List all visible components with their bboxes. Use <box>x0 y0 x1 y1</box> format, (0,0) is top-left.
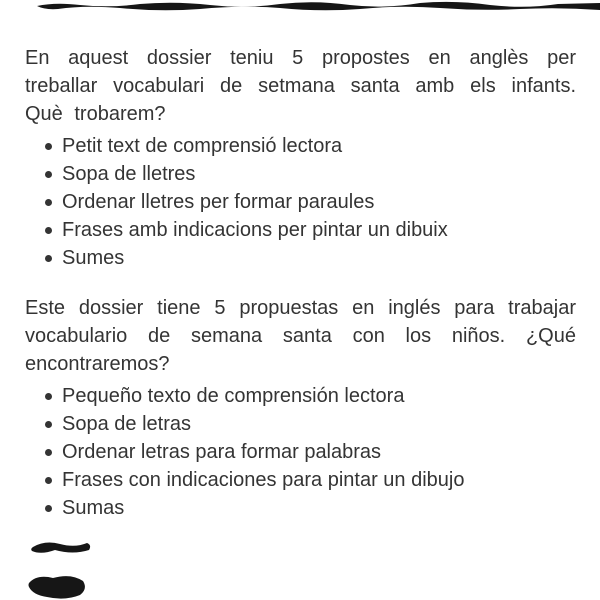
list-item: Sopa de lletres <box>25 160 576 188</box>
list-item: Sumes <box>25 244 576 272</box>
list-item: Petit text de comprensió lectora <box>25 132 576 160</box>
scan-artifact-bottom-icon <box>25 538 95 600</box>
list-item: Pequeño texto de comprensión lectora <box>25 382 576 410</box>
list-item: Sopa de letras <box>25 410 576 438</box>
bullet-list-spanish <box>25 382 576 522</box>
list-item: Sumas <box>25 494 576 522</box>
bullet-list-catalan <box>25 132 576 272</box>
intro-paragraph-spanish: Este dossier tiene 5 propuestas en inglés para trabajar vocabulario de semana santa con los niños. ¿Qué encontraremos? <box>25 297 576 375</box>
list-item: Ordenar letras para formar palabras <box>25 438 576 466</box>
intro-paragraph-catalan: En aquest dossier teniu 5 propostes en anglès per treballar vocabulari de setmana santa amb els infants. Què trobarem? <box>25 47 576 125</box>
list-item: Ordenar lletres per formar paraules <box>25 188 576 216</box>
list-item: Frases con indicaciones para pintar un dibujo <box>25 466 576 494</box>
list-item: Frases amb indicacions per pintar un dibuix <box>25 216 576 244</box>
scan-artifact-top-icon <box>0 0 600 12</box>
